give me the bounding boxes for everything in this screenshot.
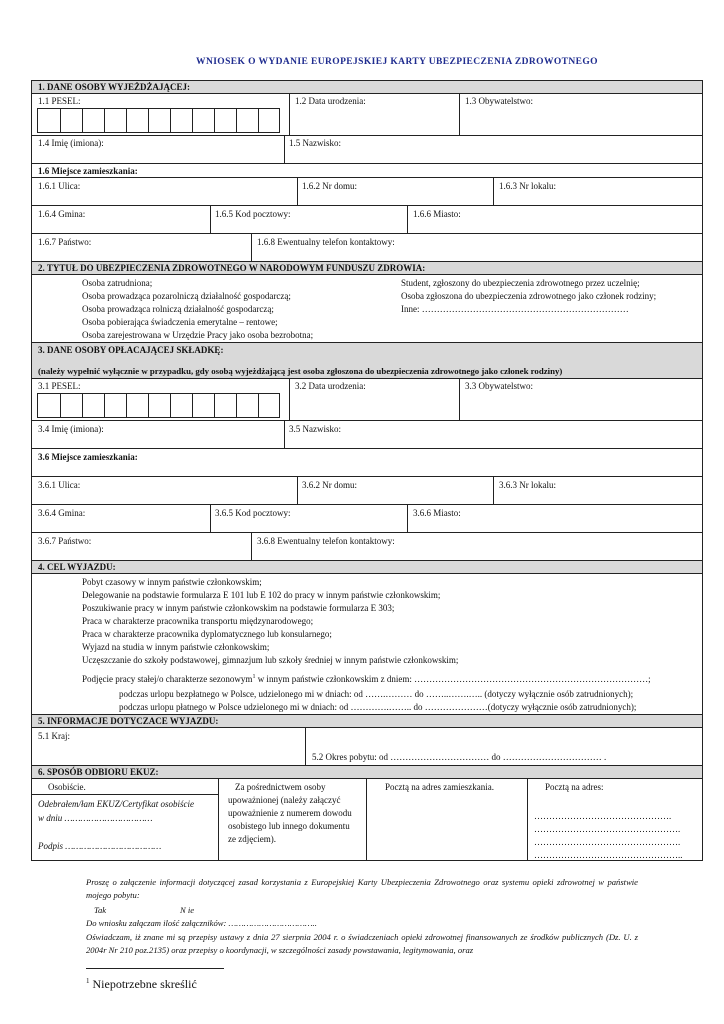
travel-purpose-option[interactable]: Praca w charakterze pracownika dyplomatycznego lub konsularnego; [82, 629, 332, 639]
payer-first-name-label: 3.4 Imię (imiona): [38, 424, 104, 434]
payer-street-label: 3.6.1 Ulica: [38, 480, 81, 490]
payer-postcode-label: 3.6.5 Kod pocztowy: [215, 508, 291, 518]
form-frame [31, 80, 703, 861]
house-number-label: 1.6.2 Nr domu: [302, 181, 357, 191]
section-2-header: 2. TYTUŁ DO UBEZPIECZENIA ZDROWOTNEGO W NARODOWYM FUNDUSZU ZDROWIA: [38, 263, 426, 273]
payer-commune-label: 3.6.4 Gmina: [38, 508, 86, 518]
pickup-proxy-option[interactable]: Za pośrednictwem osoby [235, 782, 326, 792]
last-name-label: 1.5 Nazwisko: [289, 138, 341, 148]
city-label: 1.6.6 Miasto: [413, 209, 461, 219]
no-option[interactable]: N ie [180, 905, 195, 915]
address-line[interactable]: ………………………………………….. [534, 850, 683, 860]
residence-label: 1.6 Miejsce zamieszkania: [38, 166, 138, 176]
attachments-count: Do wniosku załączam ilość załączników: …………………………….. [86, 918, 317, 928]
section-4-header: 4. CEL WYJAZDU: [38, 562, 116, 572]
payer-country-label: 3.6.7 Państwo: [38, 536, 92, 546]
payer-pesel-label: 3.1 PESEL: [38, 381, 81, 391]
info-request-text: Proszę o załączenie informacji dotyczącej zasad korzystania z Europejskiej Karty Ubezpieczenia Zdrowotnego oraz systemu opieki zdrowotnej w państwie mojego pobytu: [86, 877, 638, 900]
travel-country-label: 5.1 Kraj: [38, 731, 70, 741]
seasonal-work-text: Podjęcie pracy stałej/o charakterze sezonowym [82, 674, 253, 684]
citizenship-label: 1.3 Obywatelstwo: [465, 96, 533, 106]
received-statement: Odebrałem/łam EKUZ/Certyfikat osobiście [38, 799, 194, 809]
section-5-header: 5. INFORMACJE DOTYCZACE WYJAZDU: [38, 716, 219, 726]
insurance-option[interactable]: Student, zgłoszony do ubezpieczenia zdrowotnego przez uczelnię; [401, 278, 640, 288]
yes-option[interactable]: Tak [94, 905, 107, 915]
pickup-post-home-option[interactable]: Pocztą na adres zamieszkania. [385, 782, 494, 792]
insurance-option[interactable]: Osoba zarejestrowana w Urzędzie Pracy jako osoba bezrobotna; [82, 330, 314, 340]
insurance-option[interactable]: Osoba pobierająca świadczenia emerytalne – rentowe; [82, 317, 278, 327]
pesel-label: 1.1 PESEL: [38, 96, 81, 106]
stay-period-label: 5.2 Okres pobytu: od …………………………… do …………………………… . [312, 752, 607, 762]
insurance-option[interactable]: Osoba prowadząca rolniczą działalność gospodarczą; [82, 304, 274, 314]
travel-purpose-option[interactable]: Pobyt czasowy w innym państwie członkowskim; [82, 577, 262, 587]
payer-phone-label: 3.6.8 Ewentualny telefon kontaktowy: [257, 536, 395, 546]
travel-purpose-option[interactable]: Uczęszczanie do szkoły podstawowej, gimnazjum lub szkoły średniej w innym państwie członkowskim; [82, 655, 459, 665]
payer-city-label: 3.6.6 Miasto: [413, 508, 461, 518]
seasonal-work-date: w innym państwie członkowskim z dniem: ……………………………………………………………………; [255, 674, 651, 684]
address-line[interactable]: …………………………………………. [534, 824, 681, 834]
received-date[interactable]: w dniu …………………………… [38, 813, 153, 823]
signature-field[interactable]: Podpis ……………………………… [38, 841, 162, 851]
proxy-note: osobistego lub innego dokumentu [228, 821, 350, 831]
postcode-label: 1.6.5 Kod pocztowy: [215, 209, 291, 219]
country-label: 1.6.7 Państwo: [38, 237, 92, 247]
travel-purpose-option[interactable]: Delegowanie na podstawie formularza E 101 lub E 102 do pracy w innym państwie członkowskim; [82, 590, 441, 600]
form-title: WNIOSEK O WYDANIE EUROPEJSKIEJ KARTY UBEZPIECZENIA ZDROWOTNEGO [196, 57, 598, 67]
footnote-mark: 1 [86, 977, 90, 985]
address-line[interactable]: …………………………………………. [534, 837, 681, 847]
payer-last-name-label: 3.5 Nazwisko: [289, 424, 341, 434]
insurance-option[interactable]: Osoba zgłoszona do ubezpieczenia zdrowotnego jako członek rodziny; [401, 291, 657, 301]
section-6-header: 6. SPOSÓB ODBIORU EKUZ: [38, 767, 159, 777]
travel-purpose-option[interactable]: Poszukiwanie pracy w innym państwie członkowskim na podstawie formularza E 303; [82, 603, 395, 613]
payer-flat-label: 3.6.3 Nr lokalu: [499, 480, 556, 490]
paid-leave-option[interactable]: podczas urlopu płatnego w Polsce udzielonego mi w dniach: od ………….…….. do …………………(dotyczy wyłącznie osób zatrudnionych); [119, 702, 637, 712]
pesel-boxes[interactable] [37, 108, 280, 133]
payer-house-label: 3.6.2 Nr domu: [302, 480, 357, 490]
unpaid-leave-option[interactable]: podczas urlopu bezpłatnego w Polsce, udzielonego mi w dniach: od …….……… do ……..…….….. (dotyczy wyłącznie osób zatrudnionych); [119, 689, 634, 699]
proxy-note: upoważnionej (należy załączyć [228, 795, 341, 805]
street-label: 1.6.1 Ulica: [38, 181, 81, 191]
section-4-header-bg [32, 561, 702, 573]
birth-date-label: 1.2 Data urodzenia: [295, 96, 366, 106]
seasonal-work-option[interactable] [82, 672, 651, 685]
section-1-header: 1. DANE OSOBY WYJEŻDŻAJĄCEJ: [38, 82, 191, 92]
commune-label: 1.6.4 Gmina: [38, 209, 86, 219]
section-3-subheader: (należy wypełnić wyłącznie w przypadku, gdy osobą wyjeżdżającą jest osoba zgłoszona do ubezpieczenia zdrowotnego jako członek rodziny) [38, 366, 563, 376]
payer-pesel-boxes[interactable] [37, 393, 280, 418]
first-name-label: 1.4 Imię (imiona): [38, 138, 104, 148]
phone-label: 1.6.8 Ewentualny telefon kontaktowy: [257, 237, 395, 247]
proxy-note: ze zdjęciem). [228, 834, 276, 844]
section-3-header: 3. DANE OSOBY OPŁACAJĄCEJ SKŁADKĘ: [38, 345, 224, 355]
payer-citizenship-label: 3.3 Obywatelstwo: [465, 381, 533, 391]
payer-residence-label: 3.6 Miejsce zamieszkania: [38, 452, 138, 462]
footnote-ref: 1 [252, 674, 256, 680]
footnote [86, 974, 197, 991]
declaration-text: Oświadczam, iż znane mi są przepisy ustawy z dnia 27 sierpnia 2004 r. o świadczeniach opieki zdrowotnej finansowanych ze środków publicznych (Dz. U. z 2004r Nr 210 poz.2135) oraz przepisy o koordynacji, w szczególności zasady powstawania, legitymowania, oraz [86, 932, 638, 955]
pickup-post-address-option[interactable]: Pocztą na adres: [545, 782, 604, 792]
insurance-option[interactable]: Osoba zatrudniona; [82, 278, 153, 288]
footnote-divider [86, 968, 224, 969]
insurance-option[interactable]: Osoba prowadząca pozarolniczą działalność gospodarczą; [82, 291, 291, 301]
footnote-text: Niepotrzebne skreślić [89, 977, 197, 991]
travel-purpose-option[interactable]: Praca w charakterze pracownika transportu międzynarodowego; [82, 616, 314, 626]
flat-number-label: 1.6.3 Nr lokalu: [499, 181, 556, 191]
address-line[interactable]: ………………………………………. [534, 811, 672, 821]
proxy-note: upoważnienie z numerem dowodu [228, 808, 352, 818]
pickup-personal-option[interactable]: Osobiście. [48, 782, 86, 792]
travel-purpose-option[interactable]: Wyjazd na studia w innym państwie członkowskim; [82, 642, 270, 652]
payer-birth-label: 3.2 Data urodzenia: [295, 381, 366, 391]
insurance-other[interactable]: Inne: …………………………………………………………… [401, 304, 629, 314]
